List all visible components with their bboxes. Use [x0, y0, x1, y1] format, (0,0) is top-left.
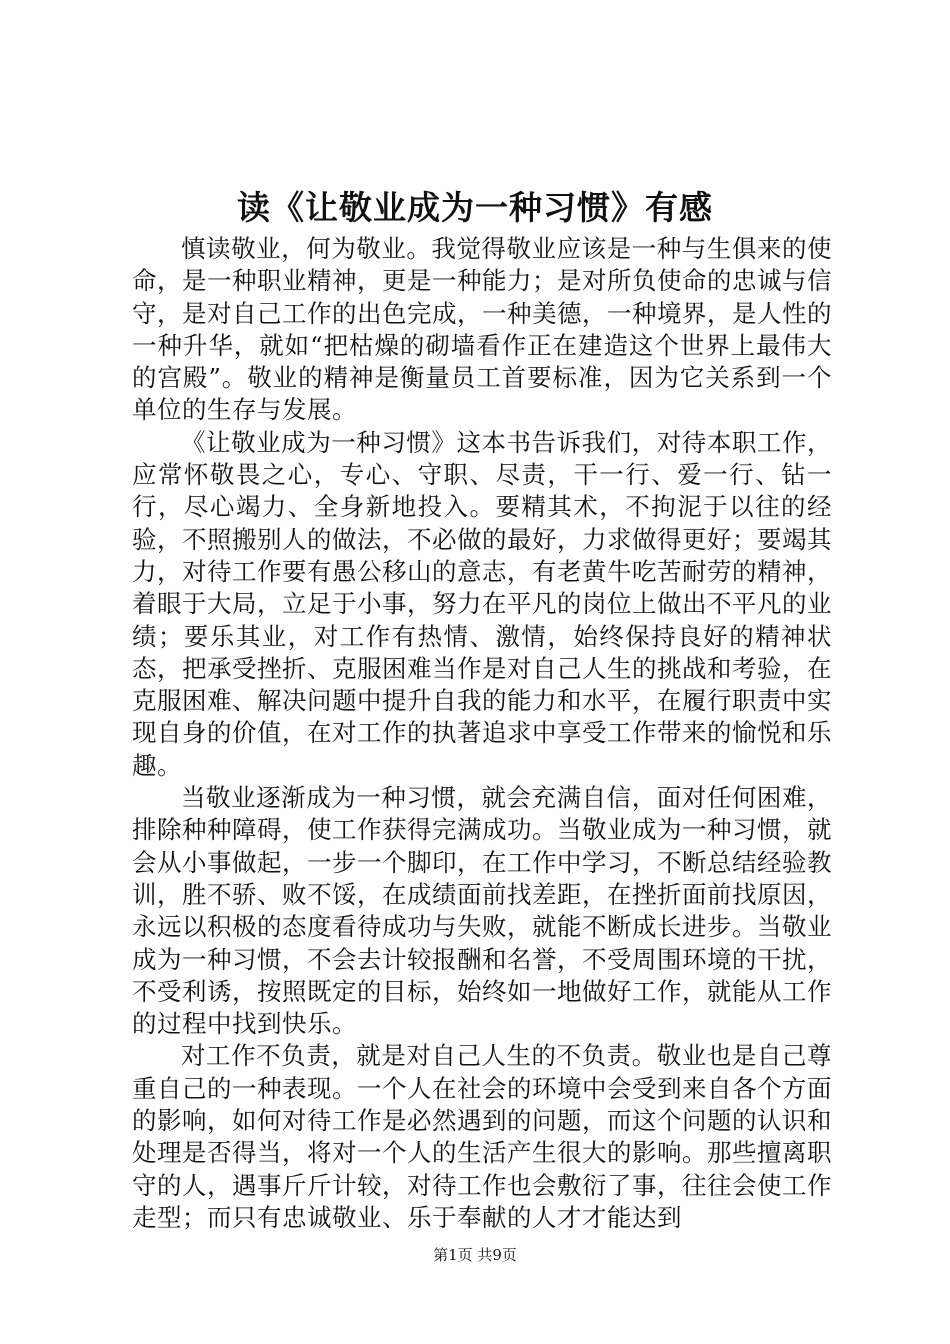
paragraph-2: 《让敬业成为一种习惯》这本书告诉我们，对待本职工作，应常怀敬畏之心，专心、守职、尽责，干一行、爱一行、钻一行，尽心竭力、全身新地投入。要精其术，不拘泥于以往的经验，不照搬别人的做法，不必做的最好，力求做得更好；要竭其力，对待工作要有愚公移山的意志，有老黄牛吃苦耐劳的精神，着眼于大局，立足于小事，努力在平凡的岗位上做出不平凡的业绩；要乐其业，对工作有热情、激情，始终保持良好的精神状态，把承受挫折、克服困难当作是对自己人生的挑战和考验，在克服困难、解决问题中提升自我的能力和水平，在履行职责中实现自身的价值，在对工作的执著追求中享受工作带来的愉悦和乐趣。 [132, 427, 832, 780]
paragraph-4: 对工作不负责，就是对自己人生的不负责。敬业也是自己尊重自己的一种表现。一个人在社会的环境中会受到来自各个方面的影响，如何对待工作是必然遇到的问题，而这个问题的认识和处理是否得当，将对一个人的生活产生很大的影响。那些擅离职守的人，遇事斤斤计较，对待工作也会敷衍了事，往往会使工作走型；而只有忠诚敬业、乐于奉献的人才才能达到 [132, 1041, 832, 1232]
paragraph-3: 当敬业逐渐成为一种习惯，就会充满自信，面对任何困难，排除种种障碍，使工作获得完满成功。当敬业成为一种习惯，就会从小事做起，一步一个脚印，在工作中学习，不断总结经验教训，胜不骄、败不馁，在成绩面前找差距，在挫折面前找原因，永远以积极的态度看待成功与失败，就能不断成长进步。当敬业成为一种习惯，不会去计较报酬和名誉，不受周围环境的干扰，不受利诱，按照既定的目标，始终如一地做好工作，就能从工作的过程中找到快乐。 [132, 783, 832, 1039]
page-footer: 第1页 共9页 [433, 1246, 517, 1264]
document-body [132, 233, 832, 1234]
document-title: 读《让敬业成为一种习惯》有感 [237, 188, 713, 227]
paragraph-1: 慎读敬业，何为敬业。我觉得敬业应该是一种与生俱来的使命，是一种职业精神，更是一种能力；是对所负使命的忠诚与信守，是对自己工作的出色完成，一种美德，一种境界，是人性的一种升华，就如“把枯燥的砌墙看作正在建造这个世界上最伟大的宫殿”。敬业的精神是衡量员工首要标准，因为它关系到一个单位的生存与发展。 [132, 234, 832, 425]
